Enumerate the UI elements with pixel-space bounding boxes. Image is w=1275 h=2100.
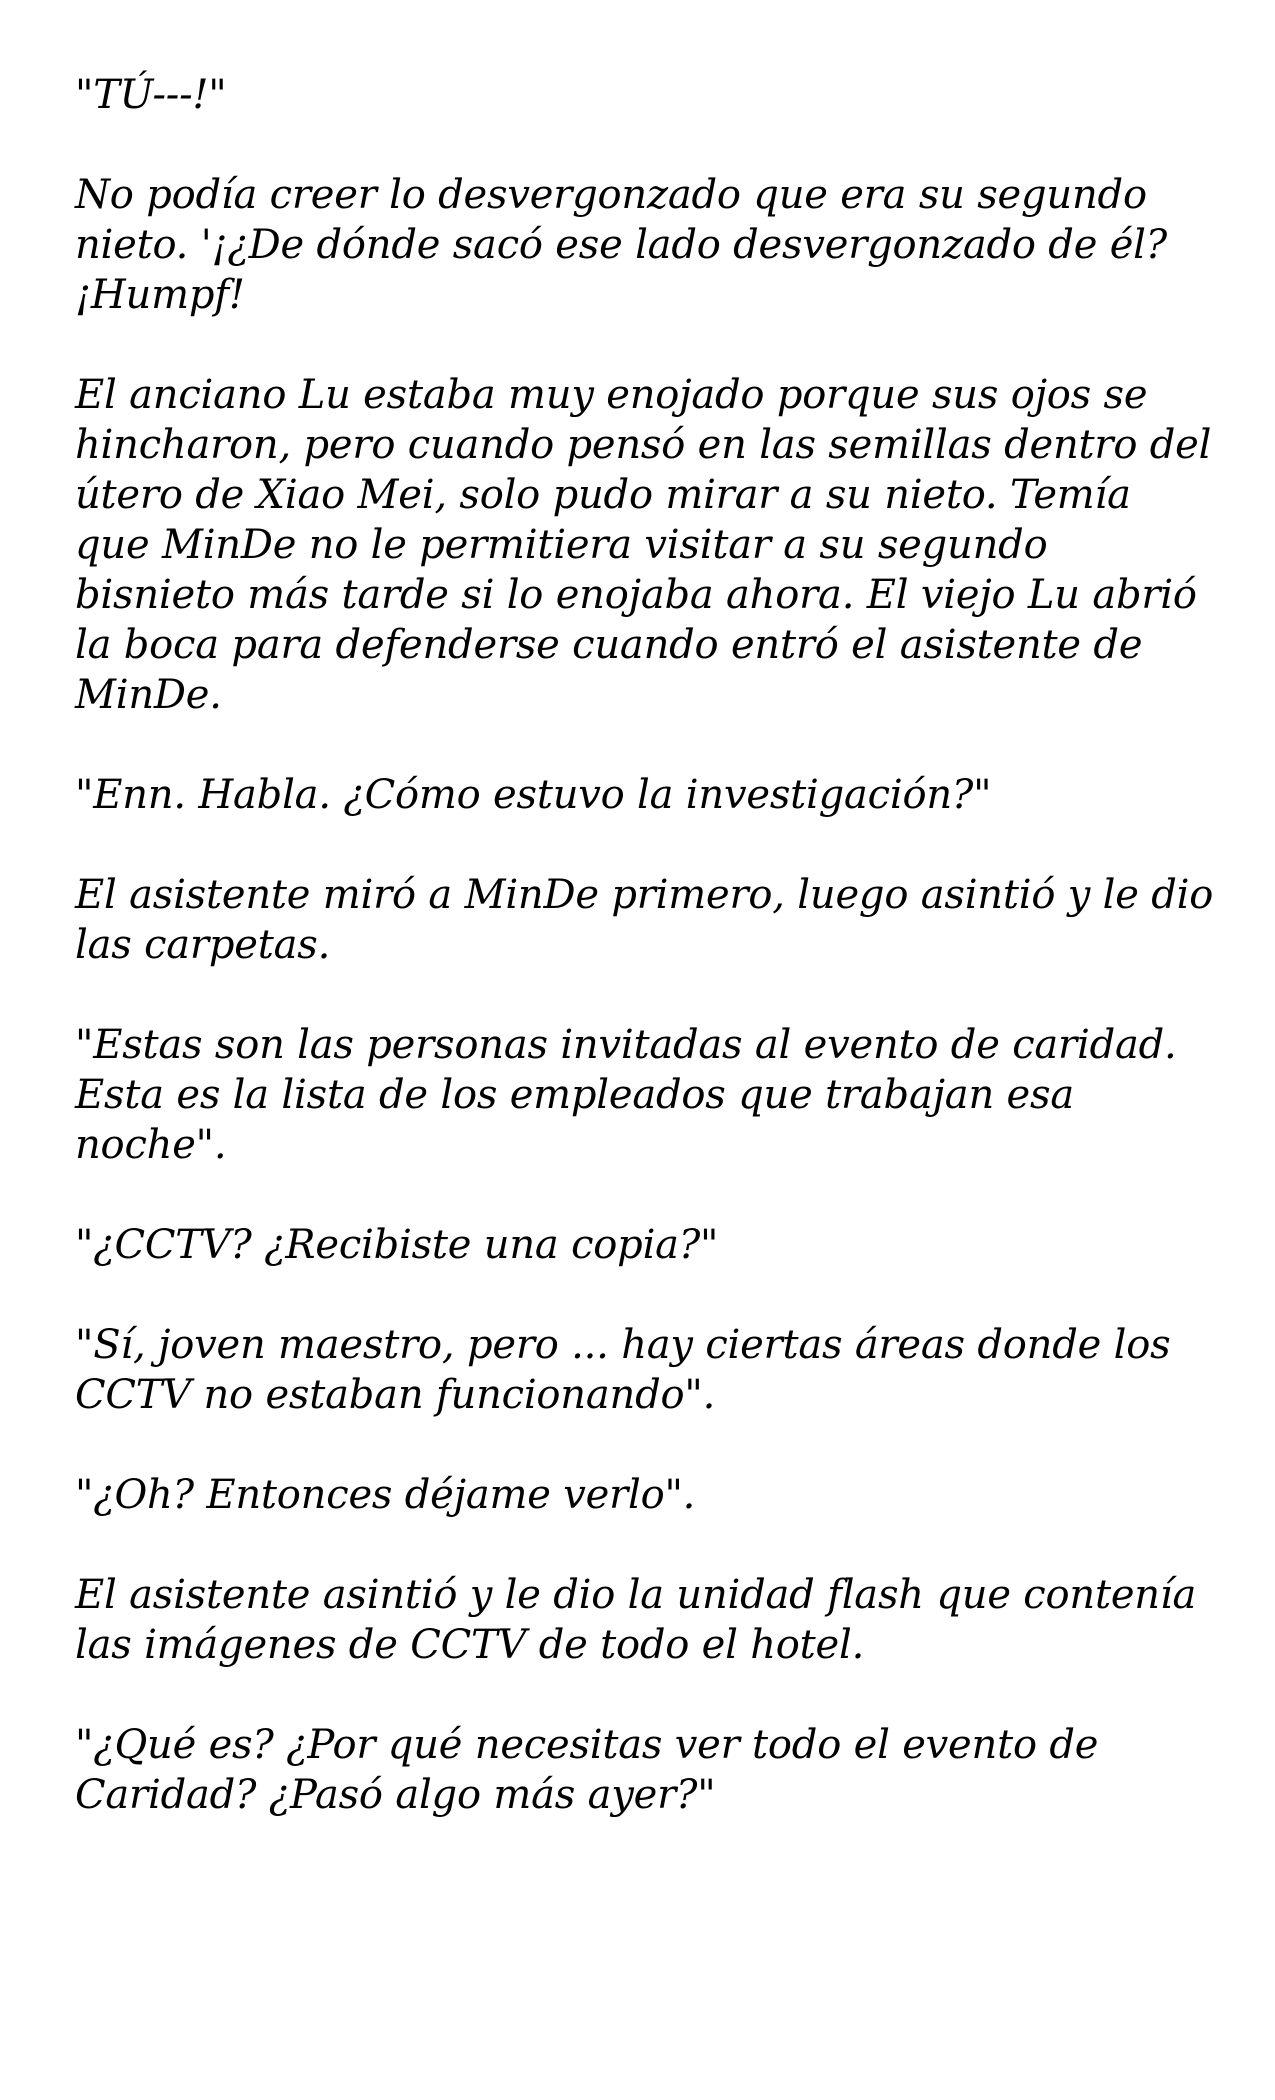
paragraph-11: "¿Qué es? ¿Por qué necesitas ver todo el evento de Caridad? ¿Pasó algo más ayer?" — [75, 1722, 1099, 1818]
paragraph-10: El asistente asintió y le dio la unidad flash que contenía las imágenes de CCTV de todo el hotel. — [75, 1572, 1197, 1668]
paragraph-9: "¿Oh? Entonces déjame verlo". — [75, 1472, 696, 1518]
paragraph-7: "¿CCTV? ¿Recibiste una copia?" — [75, 1222, 719, 1268]
paragraph-2: No podía creer lo desvergonzado que era su segundo nieto. '¡¿De dónde sacó ese lado desvergonzado de él? ¡Humpf! — [75, 172, 1167, 318]
paragraph-4: "Enn. Habla. ¿Cómo estuvo la investigación?" — [75, 772, 992, 818]
paragraph-6: "Estas son las personas invitadas al evento de caridad. Esta es la lista de los empleados que trabajan esa noche". — [75, 1022, 1177, 1168]
document-body — [75, 70, 1215, 1870]
paragraph-1: "TÚ---!" — [75, 72, 227, 118]
paragraph-8: "Sí, joven maestro, pero ... hay ciertas áreas donde los CCTV no estaban funcionando". — [75, 1322, 1171, 1418]
paragraph-5: El asistente miró a MinDe primero, luego asintió y le dio las carpetas. — [75, 872, 1214, 968]
paragraph-3: El anciano Lu estaba muy enojado porque sus ojos se hincharon, pero cuando pensó en las semillas dentro del útero de Xiao Mei, solo pudo mirar a su nieto. Temía que MinDe no le permitiera visitar a su segundo bisnieto más tarde si lo enojaba ahora. El viejo Lu abrió la boca para defenderse cuando entró el asistente de MinDe. — [75, 372, 1212, 718]
